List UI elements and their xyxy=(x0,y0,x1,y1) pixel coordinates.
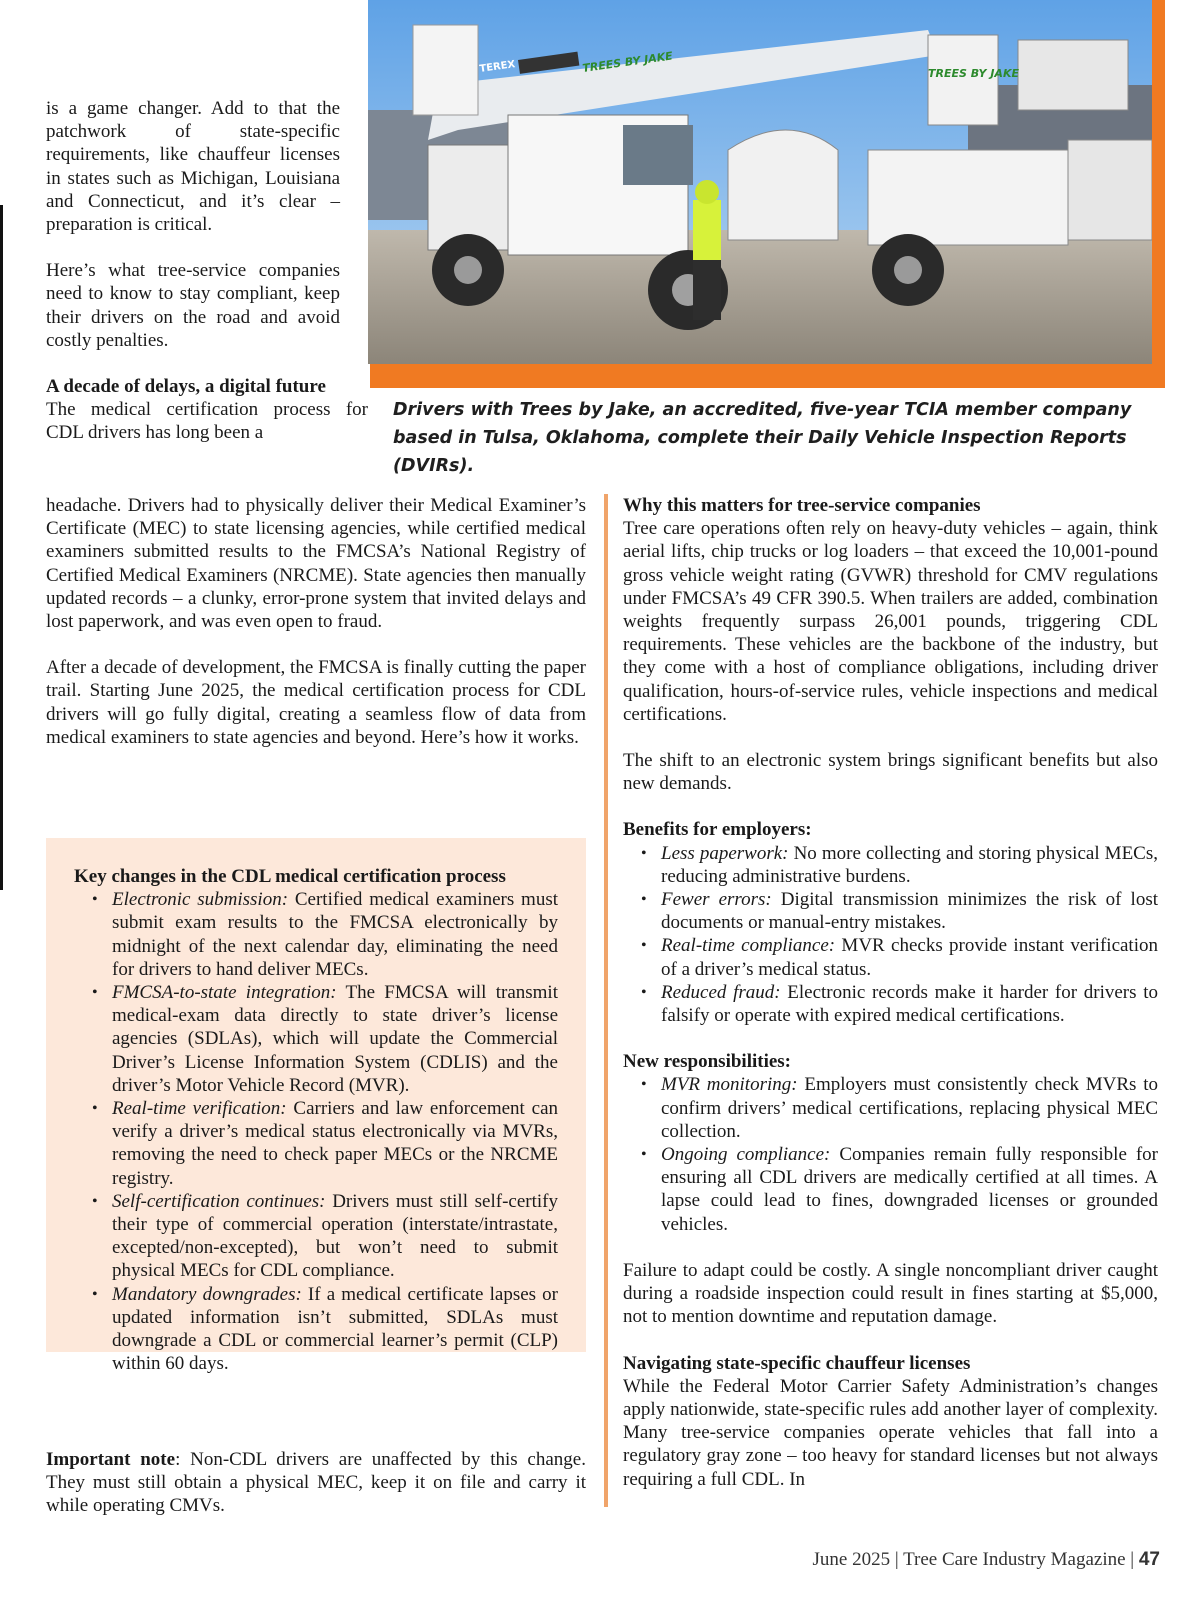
list-item xyxy=(623,888,1158,934)
responsibilities-heading: New responsibilities: xyxy=(623,1051,792,1073)
benefits-heading: Benefits for employers: xyxy=(623,819,812,841)
key-changes-list xyxy=(74,888,558,1375)
why-heading: Why this matters for tree-service companies xyxy=(623,495,981,516)
after-decade-paragraph: After a decade of development, the FMCSA is finally cutting the paper trail. Starting June 2025, the medical certification process for CDL drivers will go fully digital, creating a seamless flow of data from medical examiners to state agencies and beyond. Here’s how it works. xyxy=(46,657,586,748)
item-label: Real-time compliance: xyxy=(661,935,836,957)
item-text: Employers must consistently check MVRs to confirm drivers’ medical certifications, replacing physical MEC collection. xyxy=(661,1074,1158,1142)
list-item xyxy=(74,1097,558,1190)
item-text: Companies remain fully responsible for ensuring all CDL drivers are medically certified at all times. A lapse could lead to fines, downgraded licenses or grounded vehicles. xyxy=(661,1144,1158,1235)
list-item xyxy=(623,1073,1158,1143)
photo-caption: Drivers with Trees by Jake, an accredited, five-year TCIA member company based in Tulsa, Oklahoma, complete their Daily Vehicle Inspection Reports (DVIRs). xyxy=(393,400,1132,476)
item-label: FMCSA-to-state integration: xyxy=(112,982,337,1004)
left-main-column xyxy=(46,494,586,749)
footer-issue: June 2025 xyxy=(812,1549,891,1570)
responsibilities-list xyxy=(623,1073,1158,1235)
list-item xyxy=(623,934,1158,980)
item-text: Certified medical examiners must submit exam results to the FMCSA electronically by midnight of the next calendar day, eliminating the need for drivers to hand deliver MECs. xyxy=(112,889,559,980)
benefits-list xyxy=(623,842,1158,1028)
item-label: Real-time verification: xyxy=(112,1098,287,1120)
left-edge-bar xyxy=(0,205,3,890)
item-text: Carriers and law enforcement can verify a driver’s medical status electronically via MVRs, removing the need to check paper MECs or the NRCME registry. xyxy=(112,1098,559,1189)
medical-paragraph-rest: headache. Drivers had to physically deliver their Medical Examiner’s Certificate (MEC) to state licensing agencies, while certified medical examiners submitted results to the FMCSA’s National Registry of Certified Medical Examiners (NRCME). State agencies then manually updated records – a clunky, error-prone system that invited delays and lost paperwork, and was even open to fraud. xyxy=(46,495,586,633)
item-text: MVR checks provide instant verification of a driver’s medical status. xyxy=(661,935,1158,980)
list-item xyxy=(74,1283,558,1376)
important-note xyxy=(46,1448,586,1518)
page-footer xyxy=(813,1549,1161,1571)
left-intro-column xyxy=(46,97,368,445)
page-number: 47 xyxy=(1138,1549,1160,1570)
item-label: Electronic submission: xyxy=(112,889,289,911)
item-label: Self-certification continues: xyxy=(112,1190,326,1212)
item-label: Ongoing compliance: xyxy=(661,1144,831,1166)
intro-paragraph-2: Here’s what tree-service companies need to know to stay compliant, keep their drivers on the road and avoid costly penalties. xyxy=(46,260,340,351)
key-changes-box xyxy=(46,838,586,1375)
failure-paragraph: Failure to adapt could be costly. A single noncompliant driver caught during a roadside inspection could result in fines starting at $5,000, not to mention downtime and reputation damage. xyxy=(623,1259,1158,1328)
list-item xyxy=(623,1143,1158,1236)
column-divider-rule xyxy=(604,494,608,1507)
important-label: Important note xyxy=(46,1449,176,1470)
list-item xyxy=(74,981,558,1097)
medical-paragraph-start: The medical certification process for CDL drivers has long been a xyxy=(46,399,368,444)
truck-photo-illustration xyxy=(368,0,1152,364)
truck-photo xyxy=(368,0,1152,364)
shift-paragraph: The shift to an electronic system brings significant benefits but also new demands. xyxy=(623,750,1158,795)
truck-lettering-1: TREES BY JAKE xyxy=(581,49,674,75)
item-text: No more collecting and storing physical MECs, reducing administrative burdens. xyxy=(661,842,1158,887)
list-item xyxy=(74,1190,558,1283)
item-text: Digital transmission minimizes the risk of lost documents or manual-entry mistakes. xyxy=(661,889,1158,934)
footer-separator: | xyxy=(1130,1549,1135,1570)
item-label: Reduced fraud: xyxy=(661,981,781,1003)
truck-lettering-2: TREES BY JAKE xyxy=(928,67,1019,80)
list-item xyxy=(74,888,558,981)
item-label: Mandatory downgrades: xyxy=(112,1283,302,1305)
item-label: Less paperwork: xyxy=(661,842,789,864)
key-changes-heading: Key changes in the CDL medical certification process xyxy=(74,866,506,887)
item-text: Electronic records make it harder for drivers to falsify or operate with expired medical certifications. xyxy=(661,981,1158,1027)
list-item xyxy=(623,981,1158,1027)
chauffeur-paragraph: While the Federal Motor Carrier Safety Administration’s changes apply nationwide, state-specific rules add another layer of complexity. Many tree-service companies operate vehicles that fall into a regulatory gray zone – too heavy for standard licenses but not always requiring a full CDL. In xyxy=(623,1375,1158,1490)
chauffeur-heading: Navigating state-specific chauffeur licenses xyxy=(623,1352,971,1374)
footer-separator: | xyxy=(894,1549,899,1570)
list-item xyxy=(623,842,1158,888)
right-column xyxy=(623,494,1158,1491)
section-heading-decade: A decade of delays, a digital future xyxy=(46,376,326,398)
item-text: Drivers must still self-certify their type of commercial operation (interstate/intrastate, excepted/non-excepted), but won’t need to submit physical MECs for CDL compliance. xyxy=(112,1190,558,1282)
intro-paragraph: is a game changer. Add to that the patchwork of state-specific requirements, like chauffeur licenses in states such as Michigan, Louisiana and Connecticut, and it’s clear – preparation is critical. xyxy=(46,98,340,236)
item-label: MVR monitoring: xyxy=(661,1074,798,1096)
boom-brand-text: TEREX xyxy=(478,59,516,75)
item-text: If a medical certificate lapses or updated information isn’t submitted, SDLAs must downgrade a CDL or commercial learner’s permit (CLP) within 60 days. xyxy=(112,1283,559,1375)
footer-magazine: Tree Care Industry Magazine xyxy=(903,1549,1126,1570)
why-paragraph: Tree care operations often rely on heavy-duty vehicles – again, think aerial lifts, chip trucks or log loaders – that exceed the 10,001-pound gross vehicle weight rating (GVWR) threshold for CMV regulations under FMCSA’s 49 CFR 390.5. When trailers are added, combination weights frequently surpass 26,001 pounds, triggering CDL requirements. These vehicles are the backbone of the industry, but they come with a host of compliance obligations, including driver qualification, hours-of-service rules, vehicle inspections and medical certifications. xyxy=(623,518,1158,725)
item-label: Fewer errors: xyxy=(661,889,772,911)
important-text: : Non-CDL drivers are unaffected by this change. They must still obtain a physical MEC, keep it on file and carry it while operating CMVs. xyxy=(46,1449,586,1517)
item-text: The FMCSA will transmit medical-exam data directly to state driver’s license agencies (SDLAs), which will update the Commercial Driver’s License Information System (CDLIS) and the driver’s Motor Vehicle Record (MVR). xyxy=(112,982,558,1096)
